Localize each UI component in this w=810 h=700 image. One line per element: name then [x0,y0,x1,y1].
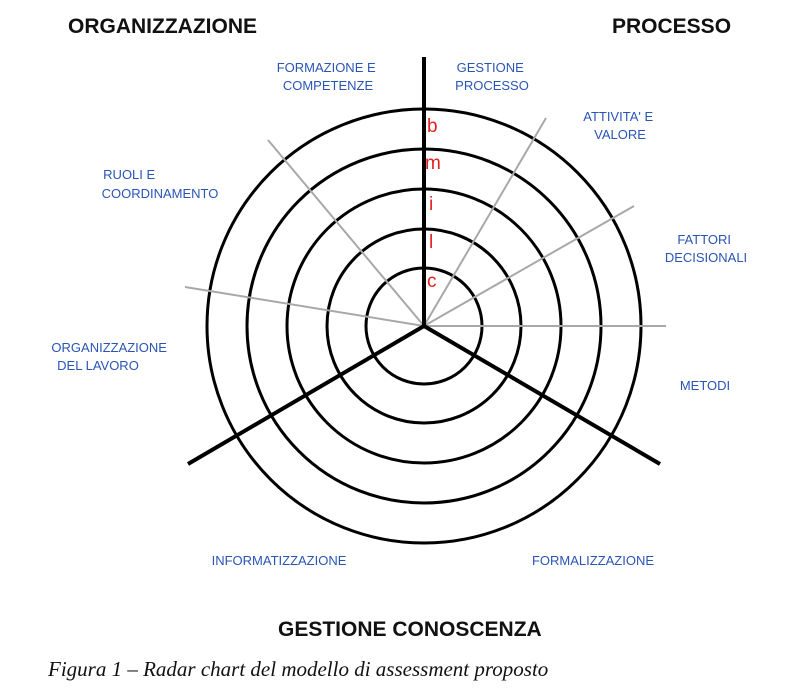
title-gestione-conoscenza: GESTIONE CONOSCENZA [278,618,542,641]
title-processo: PROCESSO [612,15,732,38]
label-gestione-processo: GESTIONE PROCESSO [455,60,529,93]
axis-lower-right [424,326,660,464]
label-formalizzazione: FORMALIZZAZIONE [531,553,655,568]
label-organizzazione-lavoro: ORGANIZZAZIONE DEL LAVORO [51,340,167,373]
label-fattori: FATTORI DECISIONALI [664,232,748,265]
axis-ruoli [185,287,424,326]
level-letter-m: m [425,153,441,174]
area-labels [51,60,747,568]
level-letter-i: i [429,194,434,215]
axis-fattori [424,206,634,326]
level-letter-b: b [427,116,438,137]
label-ruoli: RUOLI E COORDINAMENTO [101,167,219,201]
figure-caption: Figura 1 – Radar chart del modello di assessment proposto [48,657,549,681]
axis-lower-left [188,326,424,464]
label-attivita: ATTIVITA' E VALORE [583,109,654,142]
label-informatizzazione: INFORMATIZZAZIONE [211,553,347,568]
level-letters [425,116,441,292]
level-letter-l: l [429,232,434,253]
label-metodi: METODI [679,378,731,393]
level-letter-c: c [427,271,437,292]
label-formazione: FORMAZIONE E COMPETENZE [276,60,376,93]
title-organizzazione: ORGANIZZAZIONE [68,15,257,38]
